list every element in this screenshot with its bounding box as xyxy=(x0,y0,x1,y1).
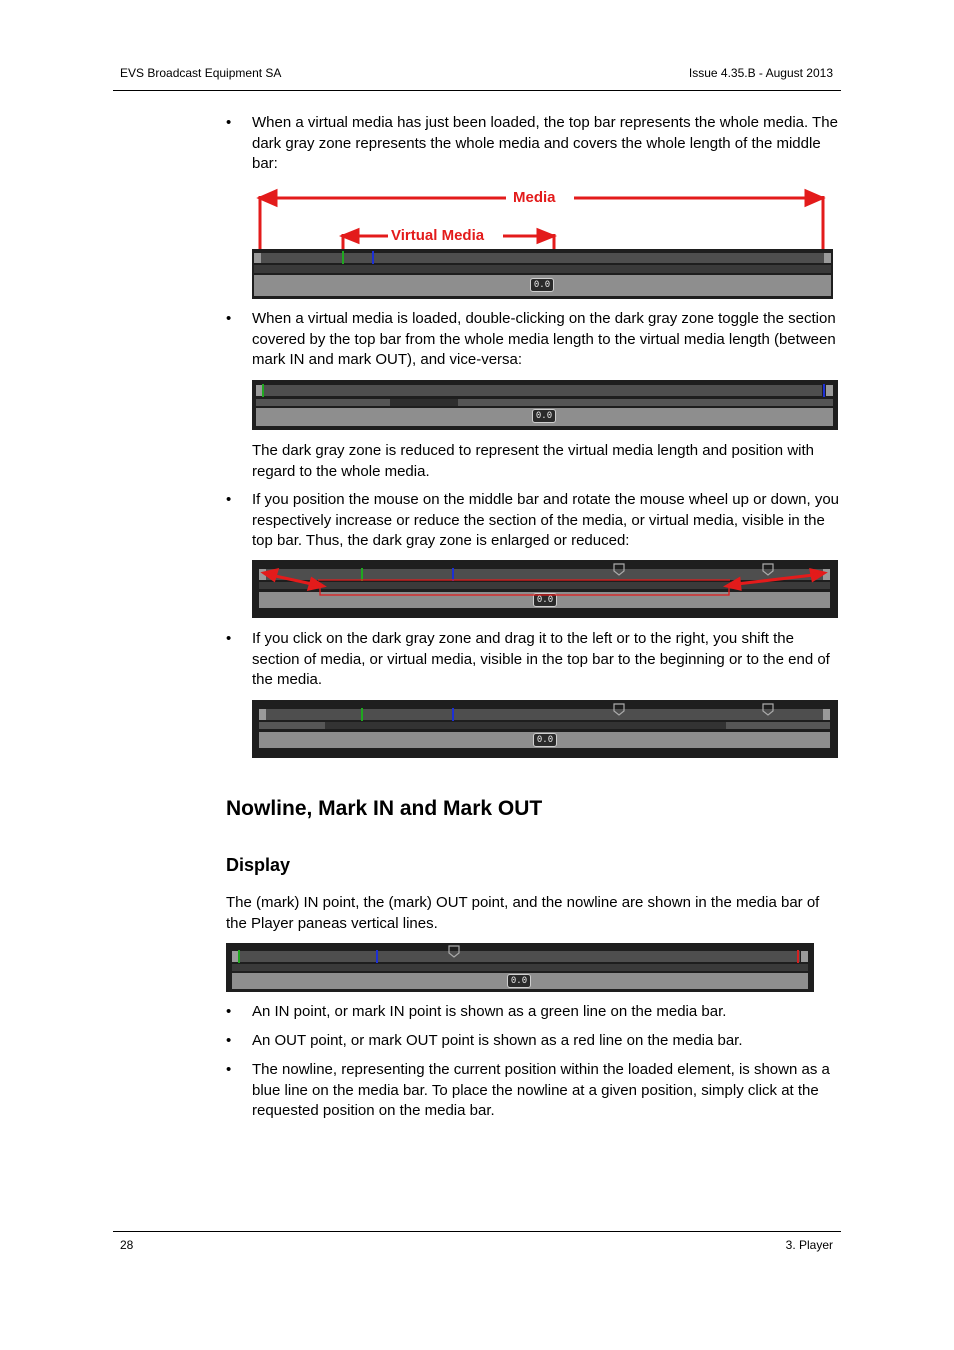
dark-gray-zone[interactable] xyxy=(390,399,458,406)
bullet-marker: • xyxy=(226,1003,232,1020)
bullet-marker: • xyxy=(226,630,232,647)
top-bar[interactable] xyxy=(262,385,822,396)
middle-bar[interactable] xyxy=(256,399,833,406)
bullet-marker: • xyxy=(226,491,232,508)
marker-icon xyxy=(614,704,624,715)
bar-cap-left xyxy=(254,253,261,263)
marker-icon xyxy=(763,704,773,715)
section-heading: Nowline, Mark IN and Mark OUT xyxy=(226,797,543,820)
marker-icons xyxy=(252,700,838,758)
figure-media-bar-zoom[interactable] xyxy=(252,560,838,618)
header-issue: Issue 4.35.B - August 2013 xyxy=(688,66,833,80)
marker-icon xyxy=(763,564,773,575)
timecode-display: 0.0 xyxy=(533,733,557,747)
nowline xyxy=(823,384,825,397)
bar-cap-right xyxy=(824,253,831,263)
paragraph-nowline: The nowline, representing the current position within the loaded element, is shown as a blue line on the media bar. To place the nowline at a given position, simply click at the requested position on the media bar. xyxy=(252,1061,830,1119)
paragraph-drag-zone: If you click on the dark gray zone and drag it to the left or to the right, you shift the section of media, or virtual media, visible in the top bar to the beginning or to the end of the media. xyxy=(252,630,830,688)
timecode-display: 0.0 xyxy=(532,409,556,423)
media-bar[interactable] xyxy=(252,249,833,299)
paragraph-zone-reduced: The dark gray zone is reduced to represent the virtual media length and position with regard to the whole media. xyxy=(252,442,814,480)
footer-rule xyxy=(113,1231,841,1232)
figure-media-bar-toggled[interactable] xyxy=(252,380,838,430)
timecode-display: 0.0 xyxy=(533,593,557,607)
marker-icons xyxy=(226,943,814,992)
bullet-marker: • xyxy=(226,310,232,327)
timecode-display: 0.0 xyxy=(507,974,531,988)
zoom-annotation-arrows xyxy=(252,560,838,618)
marker-icon xyxy=(449,946,459,957)
bullet-marker: • xyxy=(226,1032,232,1049)
bullet-marker: • xyxy=(226,114,232,131)
paragraph-mouse-wheel: If you position the mouse on the middle bar and rotate the mouse wheel up or down, you respectively increase or reduce the section of the media, or virtual media, visible in the top bar. Thus, the dark gray zone is enlarged or reduced: xyxy=(252,491,840,549)
paragraph-in-point: An IN point, or mark IN point is shown as a green line on the media bar. xyxy=(252,1003,727,1020)
paragraph-out-point: An OUT point, or mark OUT point is shown as a red line on the media bar. xyxy=(252,1032,743,1049)
figure-media-bar-shift[interactable] xyxy=(252,700,838,758)
label-media: Media xyxy=(513,189,556,206)
footer-chapter: 3. Player xyxy=(785,1238,833,1252)
bar-cap-right xyxy=(826,385,833,396)
figure-media-bar-marks[interactable] xyxy=(226,943,814,992)
paragraph-virtual-media-loaded: When a virtual media has just been loaded, the top bar represents the whole media. The dark gray zone represents the whole media and covers the whole length of the middle bar: xyxy=(252,114,838,172)
mark-in-line xyxy=(342,251,344,264)
subsection-heading: Display xyxy=(226,855,291,875)
bullet-marker: • xyxy=(226,1061,232,1078)
paragraph-double-click-toggle: When a virtual media is loaded, double-clicking on the dark gray zone toggle the section covered by the top bar from the whole media length to the virtual media length (between mark IN and mark OUT), and vice-versa: xyxy=(252,310,836,368)
page-number: 28 xyxy=(120,1238,134,1252)
mark-in-line xyxy=(262,384,264,397)
timecode-display: 0.0 xyxy=(530,278,554,292)
label-virtual-media: Virtual Media xyxy=(391,227,485,244)
nowline xyxy=(372,251,374,264)
top-bar[interactable] xyxy=(261,253,824,263)
marker-icon xyxy=(614,564,624,575)
header-company: EVS Broadcast Equipment SA xyxy=(120,66,282,80)
dark-gray-zone[interactable] xyxy=(254,265,831,273)
paragraph-display-intro: The (mark) IN point, the (mark) OUT point, and the nowline are shown in the media bar of the Player paneas vertical lines. xyxy=(226,894,820,932)
